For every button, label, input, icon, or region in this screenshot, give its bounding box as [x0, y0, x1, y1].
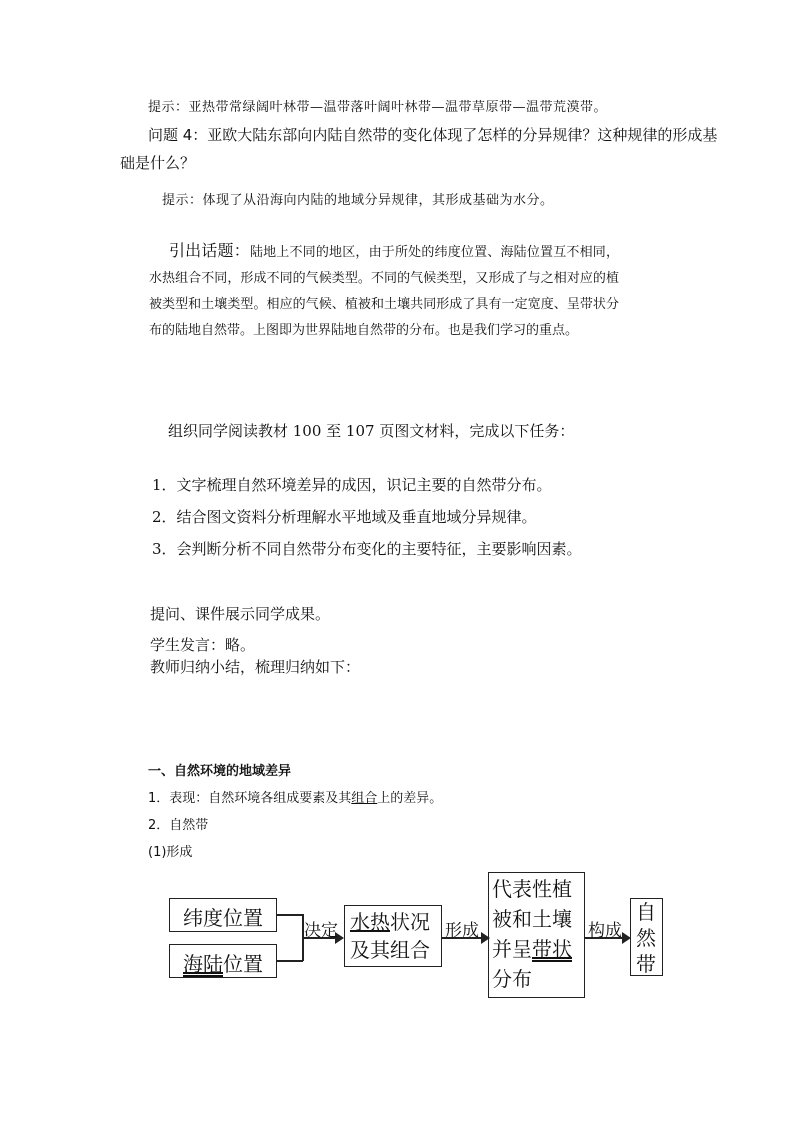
hint-1: 提示：亚热带常绿阔叶林带—温带落叶阔叶林带—温带草原带—温带荒漠带。	[148, 100, 608, 115]
item-2-sub: (1)形成	[148, 845, 193, 860]
box-vegetation-line4: 分布	[492, 967, 532, 991]
box-vegetation-underlined: 带状	[532, 937, 572, 961]
box-vegetation-line3	[492, 935, 572, 963]
box-water-heat	[344, 905, 442, 967]
box-land-sea-rest: 位置	[223, 952, 263, 976]
organize-instruction: 组织同学阅读教材 100 至 107 页图文材料，完成以下任务：	[168, 422, 575, 440]
item-1	[148, 787, 442, 806]
question-4-line1: 问题 4：亚欧大陆东部向内陆自然带的变化体现了怎样的分异规律？这种规律的形成基	[148, 126, 718, 144]
box-natural-zone-label: 自然带	[636, 900, 656, 976]
label-decide: 决定	[304, 921, 338, 941]
task-item-3: 3．会判断分析不同自然带分布变化的主要特征，主要影响因素。	[152, 540, 582, 558]
box-latitude-label: 纬度位置	[183, 906, 263, 930]
box-land-sea-underlined: 海陆	[183, 952, 223, 976]
intro-text: 陆地上不同的地区，由于所处的纬度位置、海陆位置互不相同，水热组合不同，形成不同的气候类型。不同的气候类型，又形成了与之相对应的植被类型和土壤类型。相应的气候、植被和土壤共同形成了具有一定宽度、呈带状分布的陆地自然带。上图即为世界陆地自然带的分布。也是我们学习的重点。	[149, 245, 619, 338]
box-vegetation-line2: 被和土壤	[492, 907, 572, 931]
box-latitude	[169, 898, 277, 932]
intro-paragraph	[149, 238, 619, 344]
box-water-heat-rest: 状况	[390, 910, 430, 934]
box-water-heat-line2: 及其组合	[350, 938, 430, 962]
item-1-prefix: 1．表现：自然环境各组成要素及其	[148, 791, 352, 806]
intro-label: 引出话题：	[169, 241, 250, 260]
item-2: 2．自然带	[148, 818, 209, 833]
question-4-line2: 础是什么？	[120, 154, 196, 172]
connector-land-sea	[277, 960, 303, 962]
student-line: 学生发言：略。	[150, 636, 256, 654]
box-land-sea-label	[170, 948, 276, 977]
teacher-line: 教师归纳小结，梳理归纳如下：	[150, 658, 361, 676]
box-vegetation-line3-pre: 并呈	[492, 937, 532, 961]
ask-line: 提问、课件展示同学成果。	[150, 605, 331, 623]
hint-2: 提示：体现了从沿海向内陆的地域分异规律，其形成基础为水分。	[162, 193, 554, 208]
item-1-suffix: 上的差异。	[377, 791, 443, 806]
box-water-heat-underlined: 水热	[350, 910, 390, 934]
item-1-underlined: 组合	[351, 791, 378, 806]
box-natural-zone	[630, 898, 663, 976]
box-vegetation-line1: 代表性植	[492, 877, 572, 901]
section-1-title: 一、自然环境的地域差异	[148, 764, 292, 779]
task-item-1: 1．文字梳理自然环境差异的成因，识记主要的自然带分布。	[152, 476, 552, 494]
task-item-2: 2．结合图文资料分析理解水平地域及垂直地域分异规律。	[152, 508, 537, 526]
box-water-heat-line1	[350, 908, 430, 936]
box-vegetation-soil	[488, 872, 585, 998]
box-land-sea	[169, 944, 277, 978]
label-form: 形成	[445, 921, 479, 941]
label-compose: 构成	[588, 921, 622, 941]
connector-latitude	[277, 914, 303, 916]
